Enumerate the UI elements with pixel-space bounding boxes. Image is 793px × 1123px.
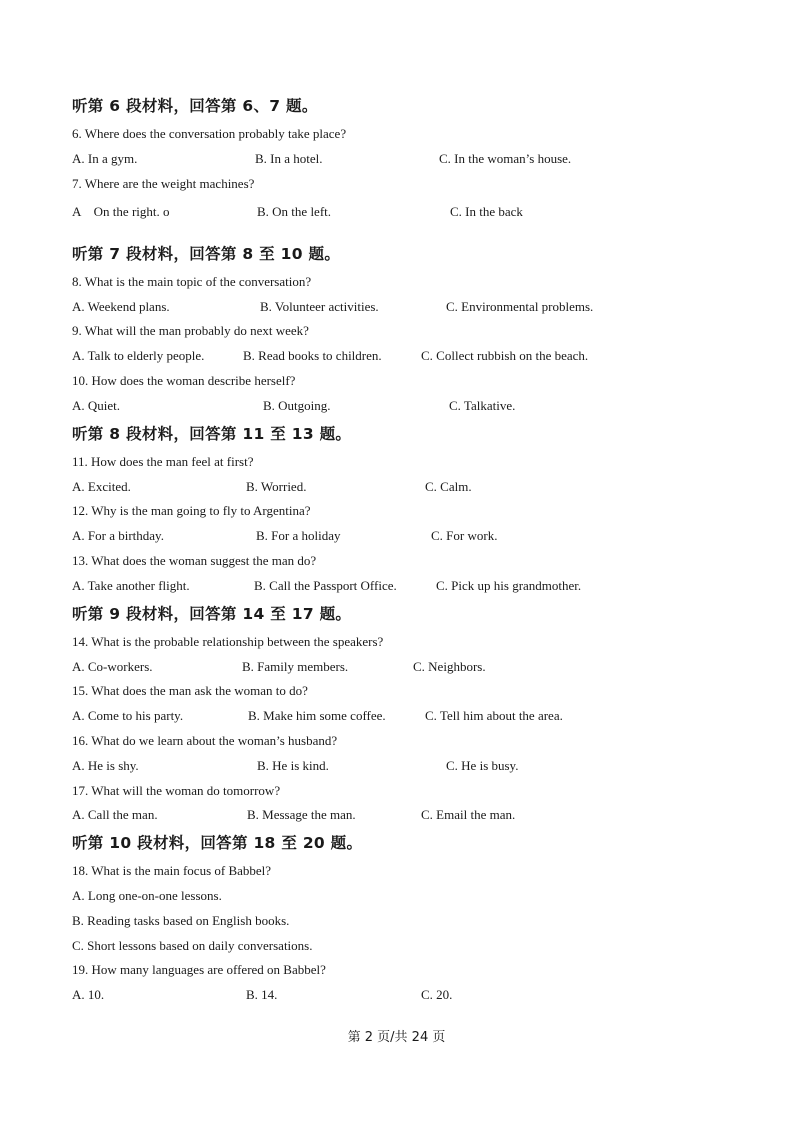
option-13a: A. Take another flight. [72, 578, 190, 593]
question-6: 6. Where does the conversation probably take place? [72, 126, 347, 141]
option-8b: B. Volunteer activities. [260, 299, 379, 314]
option-9b: B. Read books to children. [243, 348, 382, 363]
option-16a: A. He is shy. [72, 758, 139, 773]
option-15c: C. Tell him about the area. [425, 708, 563, 723]
option-12b: B. For a holiday [256, 528, 341, 543]
option-12a: A. For a birthday. [72, 528, 164, 543]
question-14: 14. What is the probable relationship between the speakers? [72, 634, 384, 649]
option-11c: C. Calm. [425, 479, 472, 494]
option-14c: C. Neighbors. [413, 659, 486, 674]
option-9a: A. Talk to elderly people. [72, 348, 205, 363]
option-18c: C. Short lessons based on daily conversations. [72, 938, 313, 953]
option-19c: C. 20. [421, 987, 453, 1002]
option-11a: A. Excited. [72, 479, 131, 494]
question-7: 7. Where are the weight machines? [72, 176, 255, 191]
option-10a: A. Quiet. [72, 398, 121, 413]
option-19a: A. 10. [72, 987, 105, 1002]
section-header: 听第 7 段材料，回答第 8 至 10 题。 [72, 245, 341, 263]
option-18a: A. Long one-on-one lessons. [72, 888, 222, 903]
question-11: 11. How does the man feel at first? [72, 454, 254, 469]
question-8: 8. What is the main topic of the conversation? [72, 274, 312, 289]
question-12: 12. Why is the man going to fly to Argentina? [72, 503, 311, 518]
option-7c: C. In the back [450, 204, 523, 219]
option-16c: C. He is busy. [446, 758, 519, 773]
option-15a: A. Come to his party. [72, 708, 184, 723]
option-16b: B. He is kind. [257, 758, 329, 773]
question-19: 19. How many languages are offered on Babbel? [72, 962, 326, 977]
option-11b: B. Worried. [246, 479, 307, 494]
option-6a: A. In a gym. [72, 151, 138, 166]
option-14a: A. Co-workers. [72, 659, 153, 674]
option-15b: B. Make him some coffee. [248, 708, 386, 723]
option-6c: C. In the woman’s house. [439, 151, 572, 166]
question-15: 15. What does the man ask the woman to do? [72, 683, 308, 698]
option-19b: B. 14. [246, 987, 278, 1002]
section-header: 听第 8 段材料，回答第 11 至 13 题。 [72, 425, 352, 443]
option-10b: B. Outgoing. [263, 398, 331, 413]
option-7b: B. On the left. [257, 204, 332, 219]
question-9: 9. What will the man probably do next week? [72, 323, 309, 338]
option-18b: B. Reading tasks based on English books. [72, 913, 290, 928]
option-17a: A. Call the man. [72, 807, 158, 822]
question-16: 16. What do we learn about the woman’s husband? [72, 733, 338, 748]
section-header: 听第 9 段材料，回答第 14 至 17 题。 [72, 605, 352, 623]
option-7a: A On the right. o [72, 204, 170, 219]
option-17c: C. Email the man. [421, 807, 516, 822]
question-18: 18. What is the main focus of Babbel? [72, 863, 272, 878]
section-header: 听第 10 段材料，回答第 18 至 20 题。 [72, 834, 363, 852]
option-8c: C. Environmental problems. [446, 299, 594, 314]
option-10c: C. Talkative. [449, 398, 516, 413]
option-13b: B. Call the Passport Office. [254, 578, 397, 593]
question-13: 13. What does the woman suggest the man do? [72, 553, 317, 568]
option-14b: B. Family members. [242, 659, 349, 674]
section-header: 听第 6 段材料，回答第 6、7 题。 [72, 97, 318, 115]
option-9c: C. Collect rubbish on the beach. [421, 348, 589, 363]
option-12c: C. For work. [431, 528, 498, 543]
option-8a: A. Weekend plans. [72, 299, 170, 314]
question-17: 17. What will the woman do tomorrow? [72, 783, 281, 798]
option-13c: C. Pick up his grandmother. [436, 578, 582, 593]
option-6b: B. In a hotel. [255, 151, 323, 166]
option-17b: B. Message the man. [247, 807, 356, 822]
question-10: 10. How does the woman describe herself? [72, 373, 296, 388]
page-footer: 第 2 页/共 24 页 [347, 1030, 446, 1045]
